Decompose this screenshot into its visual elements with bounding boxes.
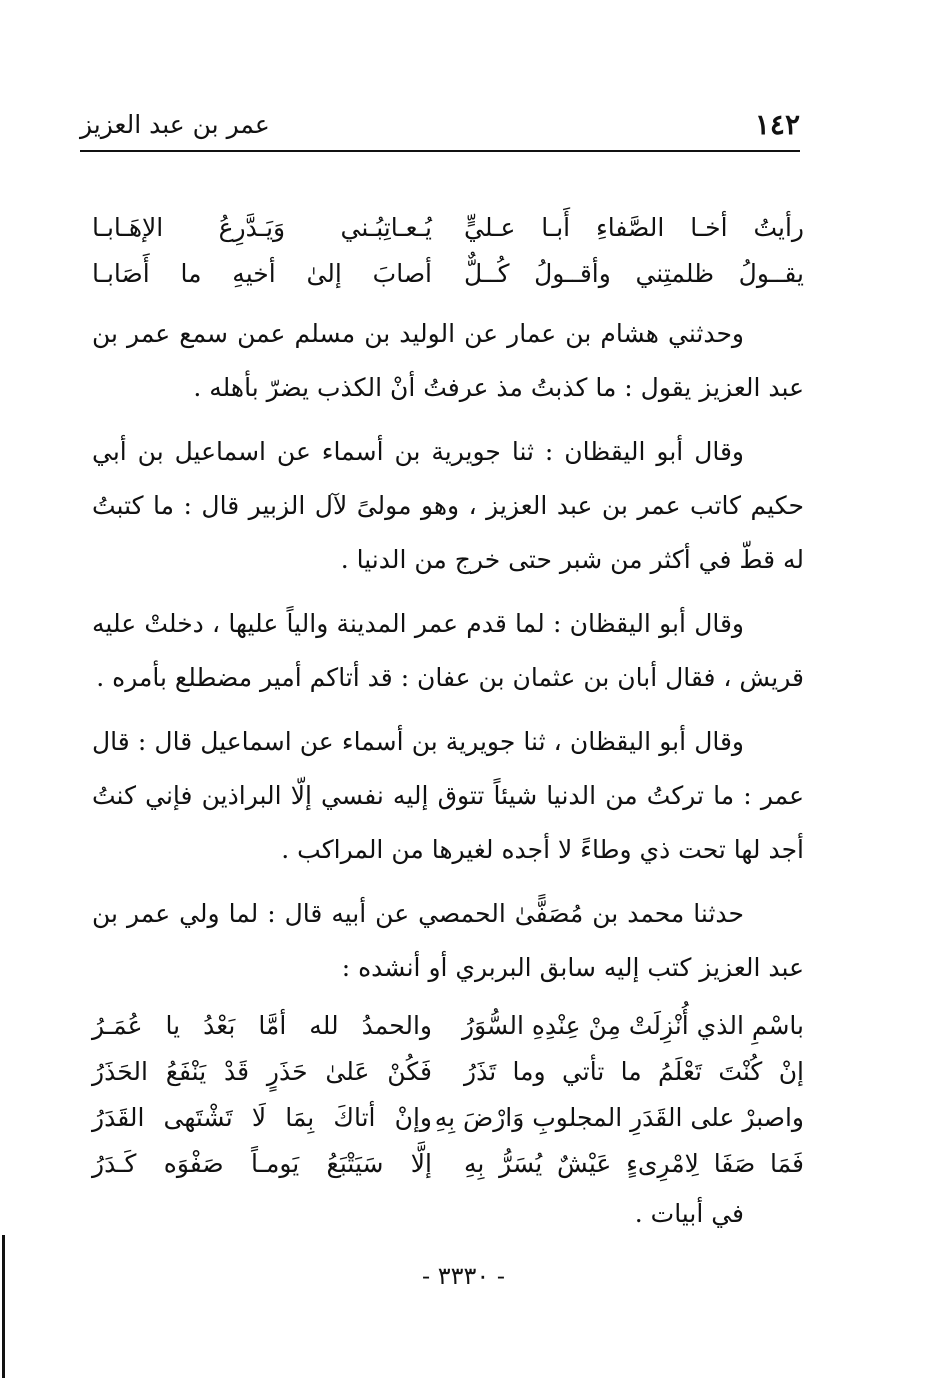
paragraph-hisham: وحدثني هشام بن عمار عن الوليد بن مسلم عمن سمع عمر بن عبد العزيز يقول : ما كذبتُ مذ عرفتُ أنْ الكذب يضرّ بأهله . (92, 319, 804, 402)
verse-first-hemistich: فَمَا صَفَا لِامْرِىءٍ عَيْشٌ يُسَرُّ بِهِ (464, 1149, 804, 1178)
page-marker: - ٣٣٣٠ - (421, 1262, 506, 1290)
verse-first-hemistich: يقــولُ ظلمتِني وأقــولُ كُــلٌّ (464, 259, 804, 288)
verse-second-hemistich: يُـعـاتِبُـني وَيَـدَّرِعُ الإهَـابـا (92, 213, 432, 242)
page-footer (0, 1262, 927, 1290)
running-header (80, 100, 800, 152)
body-text (92, 205, 804, 1239)
running-title: عمر بن عبد العزيز (80, 110, 270, 139)
verse-second-hemistich: أصابَ إلىٰ أخيهِ ما أَصَابـا (92, 259, 432, 288)
paragraph-madina: وقال أبو اليقظان : لما قدم عمر المدينة والياً عليها ، دخلتْ عليه قريش ، فقال أبان بن عثمان بن عفان : قد أتاكم أمير مضطلع بأمره . (92, 609, 804, 692)
header-divider (80, 150, 800, 152)
page-number: ١٤٢ (754, 108, 800, 141)
poem-verse (92, 205, 804, 251)
poem-verse (92, 1049, 804, 1095)
poem-verse (92, 251, 804, 297)
paragraph-juwayriya: وقال أبو اليقظان : ثنا جويرية بن أسماء عن اسماعيل بن أبي حكيم كاتب عمر بن عبد العزيز ، وهو مولىً لآل الزبير قال : ما كتبتُ له قطّ في أكثر من شبر حتى خرج من الدنيا . (92, 437, 804, 574)
paragraph-baradhin: وقال أبو اليقظان ، ثنا جويرية بن أسماء عن اسماعيل قال : قال عمر : ما تركتُ من الدنيا شيئاً تتوق إليه نفسي إلّا البراذين فإني كنتُ أجد لها تحت ذي وطاءً لا أجده لغيرها من المراكب . (92, 727, 804, 864)
poem-verse (92, 1141, 804, 1187)
paragraph-sabiq: حدثنا محمد بن مُصَفًّىٰ الحمصي عن أبيه قال : لما ولي عمر بن عبد العزيز كتب إليه سابق البربري أو أنشده : (92, 899, 804, 982)
verse-first-hemistich: واصبرْ على القَدَرِ المجلوبِ وَارْضَ بِهِ (434, 1103, 804, 1132)
verse-first-hemistich: باسْمِ الذي أُنْزِلَتْ مِنْ عِنْدِهِ السُّوَرُ (462, 1011, 804, 1040)
verse-second-hemistich: والحمدُ لله أمَّا بَعْدُ يا عُمَـرُ (92, 1011, 432, 1040)
verse-second-hemistich: إلَّا سَيَتْبَعُ يَومـاً صَفْوَه كَـدَرُ (92, 1149, 432, 1178)
verse-second-hemistich: وإنْ أتاكَ بِمَا لَا تَشْتَهى القَدَرُ (92, 1103, 432, 1132)
verse-first-hemistich: رأيتُ أخـا الصَّفاءِ أَبـا عـليٍّ (464, 213, 804, 242)
poem-verse (92, 1003, 804, 1049)
poem-block-2 (92, 1003, 804, 1187)
verse-second-hemistich: فَكُنْ عَلىٰ حَذَرٍ قَدْ يَنْفَعُ الحَذَرُ (92, 1057, 432, 1086)
closing-note: في أبيات . (634, 1199, 744, 1228)
poem-block-1 (92, 205, 804, 297)
poem-verse (92, 1095, 804, 1141)
scan-edge-line (2, 1235, 5, 1378)
verse-first-hemistich: إنْ كُنْتَ تَعْلَمُ ما تأتي وما تَذَرُ (464, 1057, 804, 1086)
